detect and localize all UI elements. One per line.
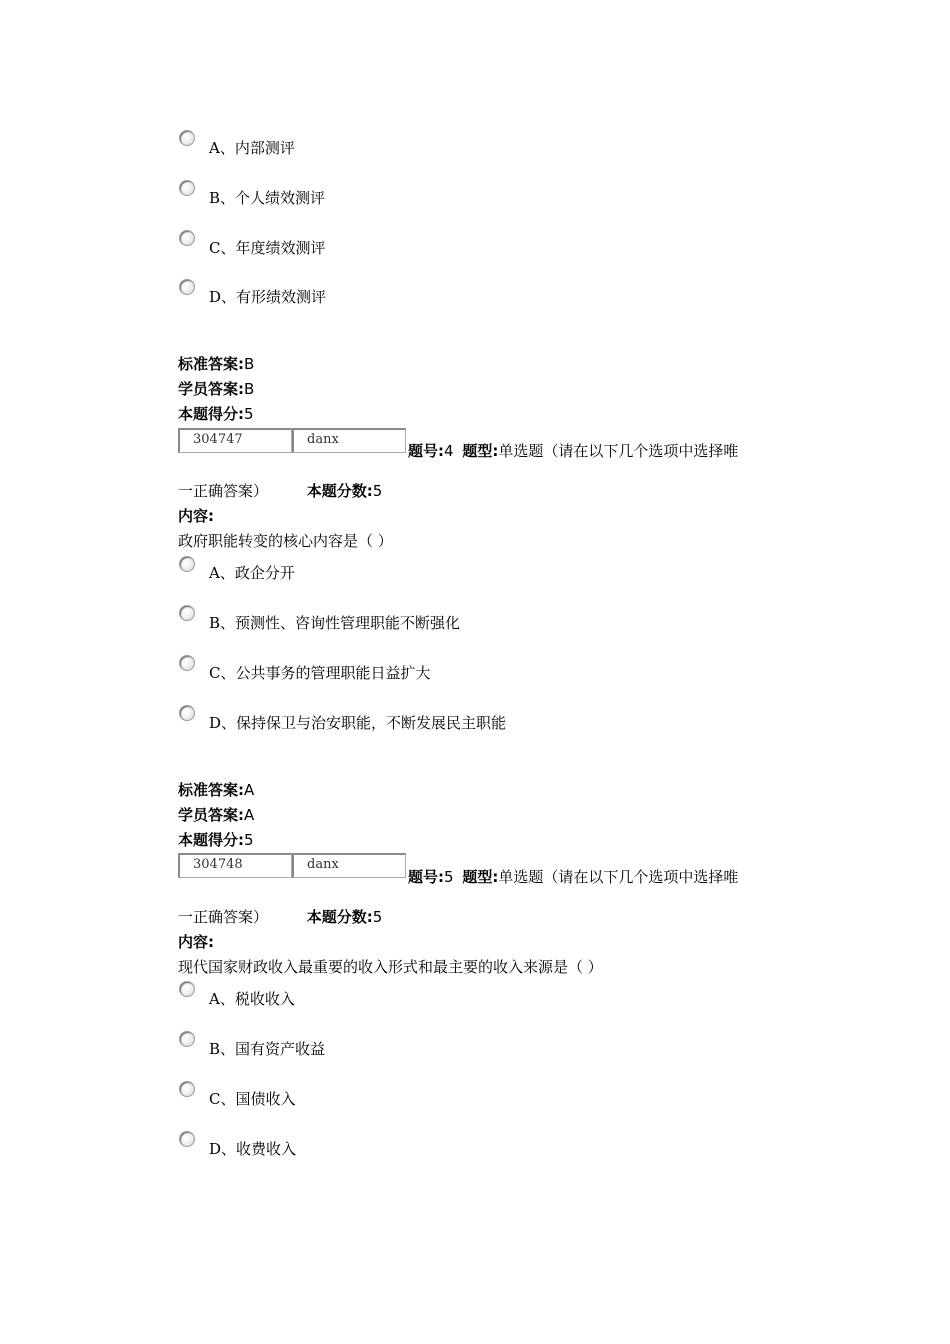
q4-option-b-radio[interactable] <box>179 605 195 621</box>
q3-student-answer-label: 学员答案: <box>178 380 244 398</box>
q4-standard-answer-label: 标准答案: <box>178 781 244 799</box>
q3-option-a-label: A、内部测评 <box>209 139 295 157</box>
q3-student-answer-value: B <box>244 380 255 398</box>
q4-option-a-label: A、政企分开 <box>209 564 295 582</box>
q3-option-c-radio[interactable] <box>179 230 195 246</box>
q4-option-d-label: D、保持保卫与治安职能，不断发展民主职能 <box>209 714 507 732</box>
q5-option-c-label: C、国债收入 <box>209 1090 296 1108</box>
q5-type-label: 题型: <box>462 868 499 886</box>
q5-number-value: 5 <box>444 868 454 886</box>
q4-standard-answer-value: A <box>244 781 255 799</box>
q4-standard-answer <box>178 779 254 800</box>
q3-standard-answer <box>178 353 254 374</box>
q3-standard-answer-label: 标准答案: <box>178 355 244 373</box>
q4-score <box>178 829 254 850</box>
q4-number-value: 4 <box>444 442 454 460</box>
q4-question-text: 政府职能转变的核心内容是（ ） <box>178 532 393 550</box>
q5-points-label: 本题分数: <box>306 908 373 926</box>
q3-score-label: 本题得分: <box>178 405 244 423</box>
q4-option-c-radio[interactable] <box>179 655 195 671</box>
q4-type-text-cont: 一正确答案） <box>178 482 269 500</box>
q4-number-label: 题号: <box>408 442 444 460</box>
q5-type-text: 单选题（请在以下几个选项中选择唯 <box>498 868 739 886</box>
q5-content-label: 内容: <box>178 933 214 951</box>
q3-option-c-label: C、年度绩效测评 <box>209 239 326 257</box>
q5-type-field[interactable]: danx <box>292 853 406 878</box>
q4-option-c-label: C、公共事务的管理职能日益扩大 <box>209 664 431 682</box>
q4-student-answer-value: A <box>244 806 255 824</box>
q5-option-c-radio[interactable] <box>179 1081 195 1097</box>
q4-header-line <box>408 440 738 461</box>
q5-number-label: 题号: <box>408 868 444 886</box>
q3-option-b-label: B、个人绩效测评 <box>209 189 326 207</box>
q5-option-a-label: A、税收收入 <box>209 990 295 1008</box>
q4-points-label: 本题分数: <box>306 482 373 500</box>
q3-option-b-radio[interactable] <box>179 180 195 196</box>
q3-option-d-radio[interactable] <box>179 279 195 295</box>
q3-score-value: 5 <box>244 405 254 423</box>
q5-points-value: 5 <box>372 908 383 926</box>
q3-student-answer <box>178 378 254 399</box>
q5-id-field[interactable]: 304748 <box>178 853 292 878</box>
q4-id-field[interactable]: 304747 <box>178 428 292 453</box>
q4-score-label: 本题得分: <box>178 831 244 849</box>
q3-score <box>178 403 254 424</box>
q4-student-answer <box>178 804 254 825</box>
q5-header-line <box>408 866 738 887</box>
q5-type-text-cont: 一正确答案） <box>178 908 269 926</box>
q4-type-label: 题型: <box>462 442 499 460</box>
q5-option-d-radio[interactable] <box>179 1131 195 1147</box>
q4-option-b-label: B、预测性、咨询性管理职能不断强化 <box>209 614 461 632</box>
q3-option-d-label: D、有形绩效测评 <box>209 288 327 306</box>
q4-header-line-2 <box>178 480 382 501</box>
q5-header-line-2 <box>178 906 382 927</box>
q4-option-d-radio[interactable] <box>179 705 195 721</box>
q4-type-text: 单选题（请在以下几个选项中选择唯 <box>498 442 739 460</box>
q4-score-value: 5 <box>244 831 254 849</box>
q4-points-value: 5 <box>372 482 383 500</box>
q4-type-field[interactable]: danx <box>292 428 406 453</box>
q5-option-a-radio[interactable] <box>179 981 195 997</box>
q3-option-a-radio[interactable] <box>179 130 195 146</box>
q5-question-text: 现代国家财政收入最重要的收入形式和最主要的收入来源是（ ） <box>178 958 603 976</box>
q4-option-a-radio[interactable] <box>179 556 195 572</box>
q3-standard-answer-value: B <box>244 355 255 373</box>
q5-option-b-label: B、国有资产收益 <box>209 1040 326 1058</box>
q4-student-answer-label: 学员答案: <box>178 806 244 824</box>
q5-option-b-radio[interactable] <box>179 1031 195 1047</box>
q5-option-d-label: D、收费收入 <box>209 1140 297 1158</box>
q4-content-label: 内容: <box>178 507 214 525</box>
